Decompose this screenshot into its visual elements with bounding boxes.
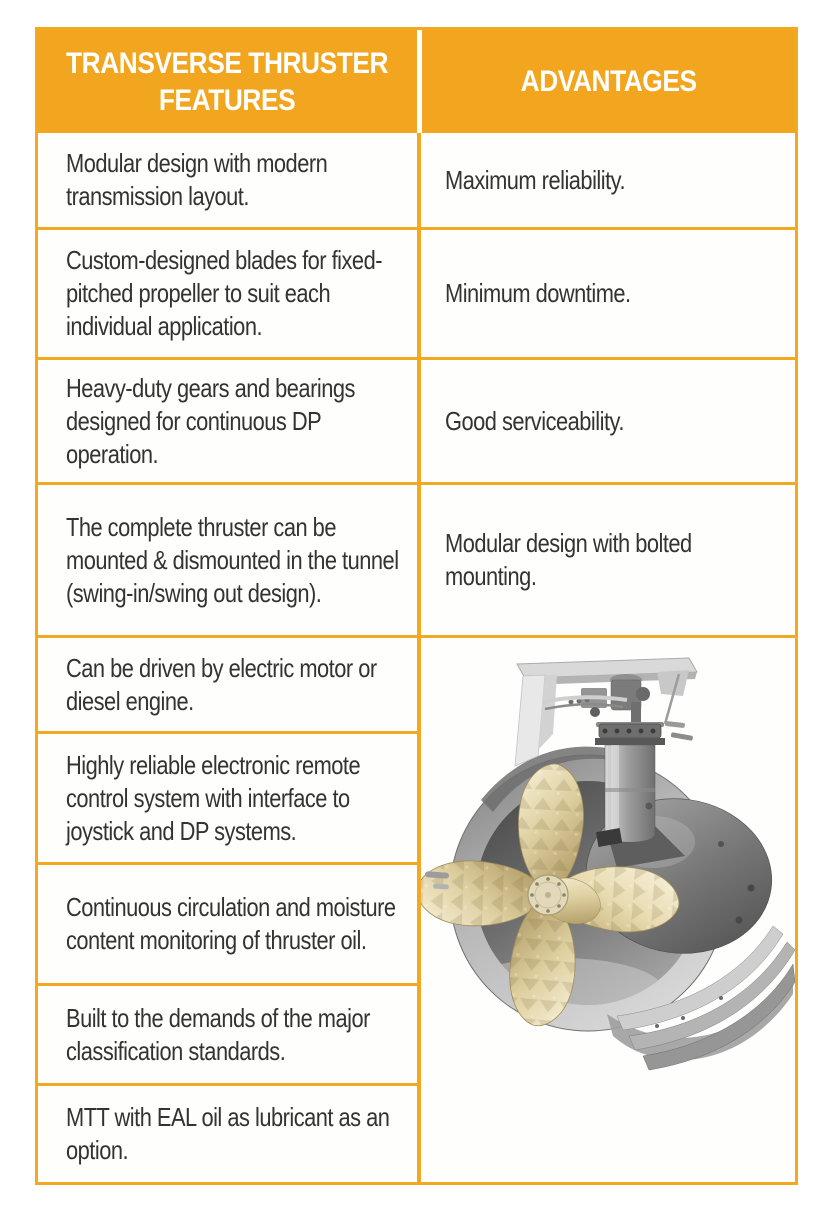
feature-cell-8 bbox=[38, 986, 417, 1086]
advantages-header-cell bbox=[417, 30, 795, 133]
feature-text-9: MTT with EAL oil as lubricant as an option. bbox=[66, 1102, 390, 1165]
advantage-cell-2 bbox=[417, 230, 795, 360]
features-advantages-table bbox=[35, 27, 798, 1185]
housing-cylinder bbox=[595, 722, 665, 842]
advantage-cell-3 bbox=[417, 360, 795, 485]
advantage-cell-4 bbox=[417, 485, 795, 638]
feature-cell-3 bbox=[38, 360, 417, 485]
feature-cell-4 bbox=[38, 485, 417, 638]
feature-text-7: Continuous circulation and moisture content monitoring of thruster oil. bbox=[66, 892, 396, 955]
advantage-cell-1 bbox=[417, 133, 795, 230]
advantage-text-3: Good serviceability. bbox=[445, 405, 624, 436]
thruster-product-image-cell bbox=[417, 638, 795, 1182]
feature-text-2: Custom-designed blades for fixed-pitched propeller to suit each individual application. bbox=[66, 245, 382, 341]
feature-cell-9 bbox=[38, 1086, 417, 1182]
feature-cell-5 bbox=[38, 638, 417, 734]
feature-text-1: Modular design with modern transmission layout. bbox=[66, 148, 328, 211]
features-header-label: TRANSVERSE THRUSTER FEATURES bbox=[66, 46, 389, 117]
feature-cell-1 bbox=[38, 133, 417, 230]
feature-text-5: Can be driven by electric motor or diesel engine. bbox=[66, 652, 377, 716]
feature-text-8: Built to the demands of the major classification standards. bbox=[66, 1002, 370, 1066]
features-header-cell bbox=[38, 30, 417, 133]
feature-cell-6 bbox=[38, 734, 417, 865]
feature-text-4: The complete thruster can be mounted & dismounted in the tunnel (swing-in/swing out design). bbox=[66, 511, 399, 608]
thruster-render-svg bbox=[421, 638, 795, 1182]
feature-cell-7 bbox=[38, 865, 417, 986]
advantages-header-label: ADVANTAGES bbox=[520, 65, 697, 98]
advantage-text-1: Maximum reliability. bbox=[445, 164, 626, 195]
feature-cell-2 bbox=[38, 230, 417, 360]
feature-text-3: Heavy-duty gears and bearings designed for continuous DP operation. bbox=[66, 372, 355, 469]
feature-text-6: Highly reliable electronic remote control system with interface to joystick and DP systems. bbox=[66, 749, 361, 846]
advantage-text-4: Modular design with bolted mounting. bbox=[445, 528, 692, 591]
advantage-text-2: Minimum downtime. bbox=[445, 278, 631, 308]
